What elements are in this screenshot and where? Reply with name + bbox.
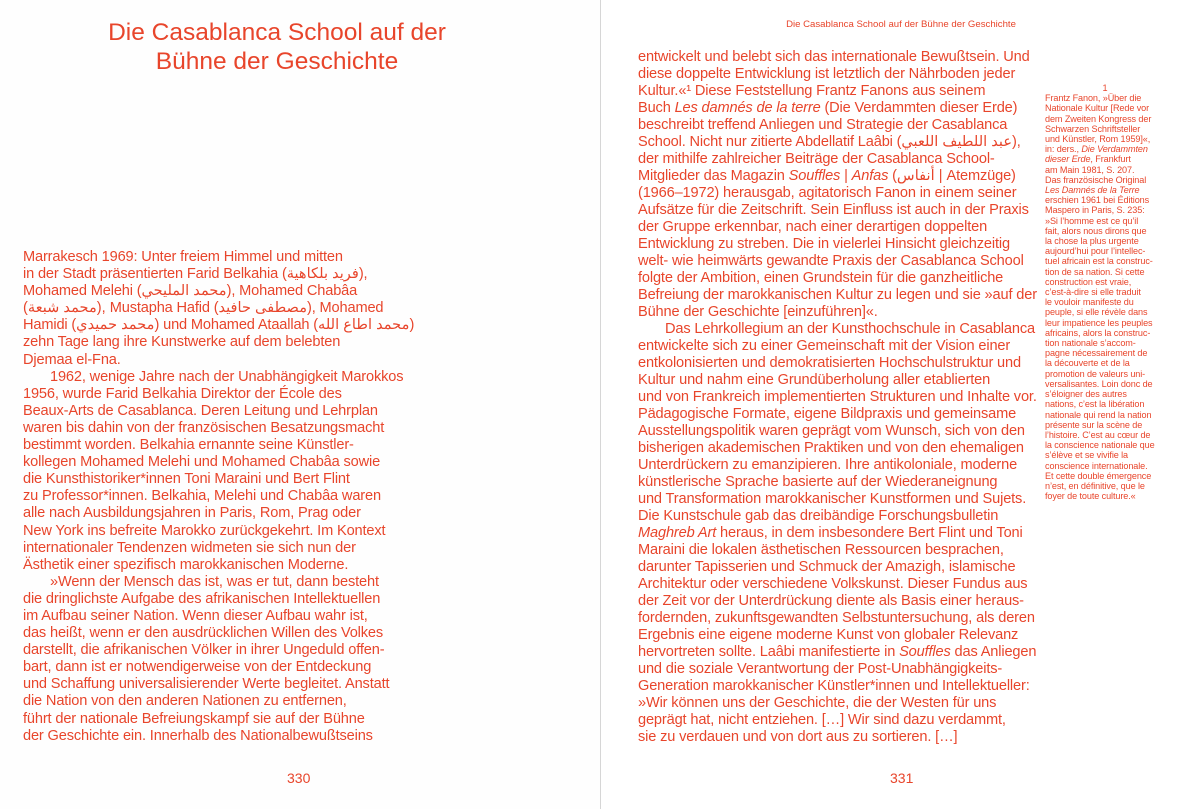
chapter-title-line: Bühne der Geschichte — [155, 48, 399, 75]
text-run: diese doppelte Entwicklung ist letztlich der Nährboden jeder — [638, 66, 1016, 82]
text-run: Hamidi (محمد حميدي) und Mohamed Ataallah (محمد اطاع الله) — [23, 317, 415, 334]
text-run: Ästhetik einer spezifisch marokkanischen Moderne. — [23, 556, 349, 573]
text-run: entkolonisierten und demokratisierten Hochschulstruktur und — [638, 355, 1021, 371]
text-run: Buch — [638, 100, 675, 116]
text-line — [23, 403, 423, 420]
text-run: Die Kunstschule gab das dreibändige Forschungsbulletin — [638, 508, 999, 524]
text-line — [1045, 236, 1200, 246]
text-line — [638, 644, 1037, 661]
text-run: la conscience nationale que — [1045, 440, 1155, 451]
text-line — [638, 729, 1033, 746]
text-run: conscience internationale. — [1045, 460, 1148, 471]
text-line — [23, 437, 423, 454]
text-line — [638, 219, 1033, 236]
text-line — [638, 151, 1033, 168]
text-run: der Zeit vor der Unterdrückung diente als Basis einer heraus- — [638, 593, 1024, 609]
text-run: darunter Tapisserien und Schmuck der Amazigh, islamische — [638, 559, 1016, 575]
italic-text: Anfas — [851, 168, 889, 184]
text-line — [638, 457, 1033, 474]
text-run: leur impatience les peuples — [1045, 317, 1153, 328]
text-line — [638, 406, 1033, 423]
footnote-text — [1045, 93, 1200, 501]
text-line — [1045, 165, 1200, 175]
text-line — [638, 287, 1037, 304]
text-run: , Frankfurt — [1090, 154, 1131, 165]
text-run: die Nation von den anderen Nationen zu entfernen, — [23, 693, 347, 710]
text-line — [1045, 226, 1200, 236]
text-run: Entwicklung zu streben. Die in vielerlei Hinsicht gleichzeitig — [638, 236, 1010, 252]
text-run: »Wir können uns der Geschichte, die der Westen für uns — [638, 695, 997, 711]
text-run: | — [840, 168, 852, 184]
text-line — [1045, 277, 1200, 287]
text-run: Befreiung der marokkanischen Kultur zu legen und sie »auf der — [638, 287, 1037, 303]
text-line — [638, 491, 1033, 508]
text-run: s’éloigner des autres — [1045, 389, 1127, 400]
text-line — [1045, 358, 1200, 368]
text-run: africains, alors la construc- — [1045, 327, 1151, 338]
text-line — [1045, 430, 1200, 440]
text-run: Das französische Original — [1045, 174, 1147, 185]
text-line — [638, 712, 1033, 729]
chapter-title-line: Die Casablanca School auf der — [108, 19, 446, 46]
text-line — [23, 471, 423, 488]
text-line — [1045, 420, 1200, 430]
text-run: nationale qui rend la nation — [1045, 409, 1152, 420]
text-line — [23, 711, 423, 728]
text-line — [1045, 440, 1200, 450]
text-run: darstellt, die afrikanischen Völker in ihrer Ungeduld offen- — [23, 642, 385, 659]
text-line — [638, 508, 1033, 525]
text-run: Nationale Kultur [Rede vor — [1045, 103, 1150, 114]
text-run: foyer de toute culture.« — [1045, 491, 1136, 502]
text-run: versalisantes. Loin donc de — [1045, 378, 1153, 389]
text-run: Beaux-Arts de Casablanca. Deren Leitung und Lehrplan — [23, 402, 378, 419]
text-line — [1045, 144, 1200, 154]
text-run: nations, c’est la libération — [1045, 399, 1145, 410]
text-line — [23, 676, 423, 693]
text-line — [1045, 114, 1200, 124]
text-run: und Künstler, Rom 1959]«, — [1045, 134, 1151, 145]
text-line — [638, 185, 1033, 202]
text-run: künstlerische Sprache basierte auf der Wiederaneignung — [638, 474, 998, 490]
text-run: beschreibt treffend Anliegen und Strategie der Casablanca — [638, 117, 1008, 133]
text-line — [638, 270, 1033, 287]
text-run: kollegen Mohamed Melehi und Mohamed Chabâa sowie — [23, 454, 381, 471]
text-run: s’élève et se vivifie la — [1045, 450, 1129, 461]
right-body-text — [638, 49, 1037, 746]
page-number-left: 330 — [287, 770, 311, 786]
text-line — [638, 168, 1033, 185]
text-line — [23, 369, 423, 386]
text-run: Frantz Fanon, »Über die — [1045, 93, 1142, 104]
text-line — [1045, 461, 1200, 471]
text-run: Pädagogische Formate, eigene Bildpraxis und gemeinsame — [638, 406, 1017, 422]
text-line — [1045, 267, 1200, 277]
text-run: die Kunsthistoriker*innen Toni Maraini und Bert Flint — [23, 471, 350, 488]
text-line — [638, 372, 1033, 389]
text-line — [1045, 348, 1200, 358]
text-line — [1045, 205, 1200, 215]
text-run: »Si l’homme est ce qu’il — [1045, 215, 1139, 226]
text-run: waren bis dahin von der französischen Besatzungsmacht — [23, 419, 385, 436]
text-run: welt- wie heimwärts gewandte Praxis der Casablanca School — [638, 253, 1024, 269]
text-line — [1045, 154, 1200, 164]
text-run: zu Professor*innen. Belkahia, Melehi und Chabâa waren — [23, 488, 381, 505]
text-run: bart, dann ist er notwendigerweise von der Entdeckung — [23, 659, 372, 676]
text-run: Maspero in Paris, S. 235: — [1045, 205, 1145, 216]
text-run: Maraini die lokalen ästhetischen Ressourcen besprachen, — [638, 542, 1004, 558]
text-run: entwickelte sich zu einer Gemeinschaft mit der Vision einer — [638, 338, 1011, 354]
text-line — [638, 542, 1033, 559]
text-line — [1045, 481, 1200, 491]
text-line — [638, 627, 1033, 644]
text-run: tion nationale s’accom- — [1045, 338, 1136, 349]
text-run: im Aufbau seiner Nation. Wenn dieser Aufbau wahr ist, — [23, 607, 368, 624]
running-head: Die Casablanca School auf der Bühne der Geschichte — [786, 19, 1016, 30]
text-run: entwickelt und belebt sich das internationale Bewußtsein. Und — [638, 49, 1030, 65]
text-line — [1045, 389, 1200, 399]
text-line — [638, 593, 1033, 610]
text-line — [1045, 450, 1200, 460]
text-line — [23, 420, 423, 437]
text-run: (محمد شبعة), Mustapha Hafid (مصطفى حافيد), Mohamed — [23, 300, 384, 317]
text-run: »Wenn der Mensch das ist, was er tut, dann besteht — [50, 573, 379, 590]
text-run: construction est vraie, — [1045, 276, 1132, 287]
text-line — [1045, 399, 1200, 409]
text-line — [638, 355, 1033, 372]
text-line — [1045, 93, 1200, 103]
text-run: und die soziale Verantwortung der Post-Unabhängigkeits- — [638, 661, 1003, 677]
text-line — [1045, 491, 1200, 501]
text-line — [638, 695, 1033, 712]
text-run: Mohamed Melehi (محمد المليحي), Mohamed Chabâa — [23, 283, 358, 300]
footnote — [1045, 83, 1200, 501]
text-run: Schwarzen Schriftsteller — [1045, 123, 1141, 134]
text-line — [638, 236, 1033, 253]
text-line — [23, 317, 423, 334]
right-page — [601, 0, 1200, 809]
text-line — [638, 134, 1033, 151]
text-run: und Transformation marokkanischer Kunstformen und Sujets. — [638, 491, 1027, 507]
text-run: zehn Tage lang ihre Kunstwerke auf dem belebten — [23, 334, 341, 351]
text-run: hervortreten sollte. Laâbi manifestierte in — [638, 644, 900, 660]
text-run: der Geschichte ein. Innerhalb des Nationalbewußtseins — [23, 727, 373, 744]
text-run: l’histoire. C’est au cœur de — [1045, 429, 1151, 440]
text-run: Mitglieder das Magazin — [638, 168, 789, 184]
text-line — [23, 608, 423, 625]
text-line — [1045, 471, 1200, 481]
text-run: am Main 1981, S. 207. — [1045, 164, 1135, 175]
text-run: dem Zweiten Kongress der — [1045, 113, 1152, 124]
text-line — [23, 505, 423, 522]
text-line — [1045, 369, 1200, 379]
text-run: und Schaffung universalisierender Werte begleitet. Anstatt — [23, 676, 390, 693]
italic-text: Die Verdammten — [1081, 144, 1148, 155]
text-line — [1045, 134, 1200, 144]
text-line — [638, 100, 1033, 117]
left-body-text — [23, 249, 423, 745]
text-run: Generation marokkanischer Künstler*innen und Intellektueller: — [638, 678, 1030, 694]
text-run: der mithilfe zahlreicher Beiträge der Casablanca School- — [638, 151, 995, 167]
text-line — [1045, 287, 1200, 297]
footnote-number: 1 — [1102, 83, 1108, 93]
text-run: heraus, in dem insbesondere Bert Flint und Toni — [716, 525, 1023, 541]
text-line — [638, 389, 1037, 406]
text-line — [638, 66, 1033, 83]
text-run: der Gruppe erkennbar, nach einer derartigen doppelten — [638, 219, 988, 235]
text-run: fait, alors nous dirons que — [1045, 225, 1147, 236]
text-run: (Die Verdammten dieser Erde) — [820, 100, 1018, 116]
text-line — [638, 321, 1033, 338]
text-line — [1045, 216, 1200, 226]
text-run: Marrakesch 1969: Unter freiem Himmel und mitten — [23, 249, 343, 265]
text-line — [638, 661, 1033, 678]
text-line — [23, 523, 423, 540]
text-run: pagne nécessairement de — [1045, 348, 1148, 359]
text-run: n’est, en définitive, que le — [1045, 480, 1145, 491]
text-run: geprägt hat, nicht entziehen. […] Wir sind dazu verdammt, — [638, 712, 1006, 728]
text-line — [23, 352, 423, 369]
text-run: in der Stadt präsentierten Farid Belkahia (فريد بلكاهية), — [23, 266, 368, 283]
text-run: 1956, wurde Farid Belkahia Direktor der École des — [23, 385, 342, 402]
text-line — [638, 83, 1033, 100]
text-line — [1045, 185, 1200, 195]
text-line — [638, 440, 1033, 457]
text-run: die dringlichste Aufgabe des afrikanischen Intellektuellen — [23, 590, 381, 607]
text-line — [1045, 338, 1200, 348]
text-run: tion de sa nation. Si cette — [1045, 266, 1145, 277]
page-number-right: 331 — [890, 770, 914, 786]
text-run: la découverte et de la — [1045, 358, 1130, 369]
text-run: Das Lehrkollegium an der Kunsthochschule in Casablanca — [665, 321, 1035, 337]
text-line — [1045, 410, 1200, 420]
text-run: School. Nicht nur zitierte Abdellatif Laâbi (عبد اللطيف اللعبي), — [638, 134, 1021, 150]
text-line — [23, 266, 423, 283]
text-run: bisherigen akademischen Praktiken und von den ehemaligen — [638, 440, 1024, 456]
text-run: fordernden, zukunftsgewandten Selbstuntersuchung, als deren — [638, 610, 1035, 626]
text-run: le vouloir manifeste du — [1045, 297, 1134, 308]
text-run: in: ders., — [1045, 144, 1082, 155]
text-line — [1045, 318, 1200, 328]
text-line — [23, 591, 423, 608]
text-run: Kultur und nahm eine Grundüberholung aller etablierten — [638, 372, 991, 388]
text-run: Djemaa el-Fna. — [23, 351, 121, 368]
text-run: (أنفاس | Atemzüge) — [888, 168, 1016, 184]
text-line — [23, 642, 423, 659]
text-line — [638, 559, 1033, 576]
text-line — [1045, 124, 1200, 134]
text-run: erschien 1961 bei Éditions — [1045, 195, 1150, 206]
text-line — [23, 334, 423, 351]
text-run: Architektur oder verschiedene Volkskunst. Dieser Fundus aus — [638, 576, 1028, 592]
text-line — [23, 625, 423, 642]
text-run: folgte der Ambition, einen Grundstein für die ganzheitliche — [638, 270, 1004, 286]
text-line — [23, 386, 423, 403]
text-line — [23, 693, 423, 710]
text-run: tuel africain est la construc- — [1045, 256, 1153, 267]
text-run: Bühne der Geschichte [einzuführen]«. — [638, 304, 878, 320]
text-run: alle nach Ausbildungsjahren in Paris, Rom, Prag oder — [23, 505, 361, 522]
text-run: Ausstellungspolitik waren geprägt vom Wunsch, sich von den — [638, 423, 1025, 439]
text-run: 1962, wenige Jahre nach der Unabhängigkeit Marokkos — [50, 368, 404, 385]
text-line — [23, 659, 423, 676]
text-run: c’est-à-dire si elle traduit — [1045, 287, 1141, 298]
text-run: sie zu verdauen und von dort aus zu sortieren. […] — [638, 729, 958, 745]
text-run: Et cette double émergence — [1045, 470, 1152, 481]
text-line — [23, 557, 423, 574]
text-line — [638, 474, 1033, 491]
text-line — [638, 610, 1033, 627]
italic-text: Les Damnés de la Terre — [1045, 185, 1140, 196]
text-line — [23, 574, 423, 591]
text-run: Unterdrückern zu emanzipieren. Ihre antikoloniale, moderne — [638, 457, 1018, 473]
text-run: und von Frankreich implementierten Strukturen und Inhalte vor. — [638, 389, 1037, 405]
text-line — [638, 202, 1033, 219]
text-run: peuple, si elle révèle dans — [1045, 307, 1148, 318]
text-line — [1045, 175, 1200, 185]
text-line — [638, 304, 1033, 321]
text-line — [638, 49, 1033, 66]
text-line — [1045, 103, 1200, 113]
text-line — [23, 728, 423, 745]
text-line — [638, 253, 1033, 270]
text-run: Aufsätze für die Zeitschrift. Sein Einfluss ist auch in der Praxis — [638, 202, 1029, 218]
text-run: New York ins befreite Marokko zurückgekehrt. Im Kontext — [23, 522, 386, 539]
chapter-title — [60, 18, 494, 76]
italic-text: Souffles — [899, 644, 951, 660]
text-line — [638, 423, 1033, 440]
text-line — [23, 488, 423, 505]
text-run: (1966–1972) herausgab, agitatorisch Fanon in einem seiner — [638, 185, 1017, 201]
text-line — [1045, 195, 1200, 205]
text-line — [1045, 297, 1200, 307]
text-line — [23, 249, 423, 266]
text-line — [1045, 246, 1200, 256]
text-line — [638, 576, 1033, 593]
text-line — [1045, 256, 1200, 266]
text-line — [638, 117, 1033, 134]
text-line — [1045, 307, 1200, 317]
text-run: aujourd’hui pour l’intellec- — [1045, 246, 1146, 257]
text-run: promotion de valeurs uni- — [1045, 368, 1146, 379]
text-run: internationaler Tendenzen widmeten sie sich nun der — [23, 539, 356, 556]
italic-text: Maghreb Art — [638, 525, 717, 541]
text-line — [638, 525, 1033, 542]
text-line — [23, 454, 423, 471]
text-line — [23, 283, 423, 300]
text-run: das Anliegen — [950, 644, 1037, 660]
italic-text: Les damnés de la terre — [674, 100, 821, 116]
text-run: présente sur la scène de — [1045, 419, 1143, 430]
text-run: führt der nationale Befreiungskampf sie auf der Bühne — [23, 710, 365, 727]
text-line — [1045, 379, 1200, 389]
italic-text: dieser Erde — [1045, 154, 1091, 165]
text-line — [638, 338, 1033, 355]
text-line — [638, 678, 1033, 695]
italic-text: Souffles — [788, 168, 841, 184]
text-line — [23, 300, 423, 317]
text-run: Kultur.«¹ Diese Feststellung Frantz Fanons aus seinem — [638, 83, 986, 99]
text-run: bestimmt worden. Belkahia ernannte seine Künstler- — [23, 437, 354, 454]
text-line — [1045, 328, 1200, 338]
text-run: Ergebnis eine eigene moderne Kunst von globaler Relevanz — [638, 627, 1019, 643]
text-line — [23, 540, 423, 557]
text-run: la chose la plus urgente — [1045, 236, 1139, 247]
text-run: das heißt, wenn er den ausdrücklichen Willen des Volkes — [23, 625, 384, 642]
